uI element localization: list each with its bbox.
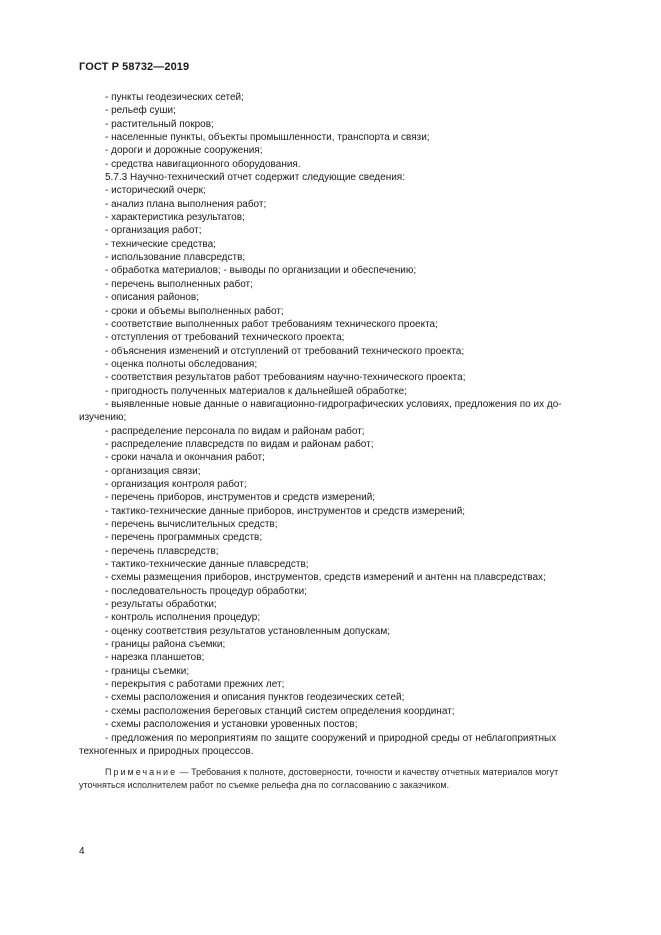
list-item: - результаты обработки;	[105, 599, 217, 611]
list-item: - границы съемки;	[105, 665, 190, 677]
list-item: - схемы расположения и установки уровенных постов;	[105, 719, 358, 731]
list-item: - последовательность процедур обработки;	[105, 585, 307, 597]
list-item: - населенные пункты, объекты промышленности, транспорта и связи;	[105, 132, 430, 144]
note-text-rest: уточняться исполнителем работ по съемке рельефа дна по согласованию с заказчиком.	[79, 779, 450, 790]
list-item: - границы района съемки;	[105, 639, 226, 651]
list-item: - описания районов;	[105, 292, 199, 304]
note-block	[79, 766, 584, 791]
list-item: - средства навигационного оборудования.	[105, 158, 301, 170]
wrapped-item-first: - предложения по мероприятиям по защите сооружений и природной среды от неблагоприятных	[105, 732, 557, 744]
list-a	[79, 91, 584, 171]
note-label: Примечание	[105, 767, 178, 777]
list-item: - рельеф суши;	[105, 105, 176, 117]
list-item: - обработка материалов; - выводы по организации и обеспечению;	[105, 265, 417, 277]
list-item: - тактико-технические данные приборов, инструментов и средств измерений;	[105, 505, 466, 517]
list-item: - растительный покров;	[105, 118, 214, 130]
list-item: - контроль исполнения процедур;	[105, 612, 261, 624]
list-item: - характеристика результатов;	[105, 212, 245, 224]
list-item: - оценка полноты обследования;	[105, 358, 258, 370]
page-number: 4	[79, 846, 85, 857]
list-item: - тактико-технические данные плавсредств;	[105, 559, 309, 571]
list-item: - перечень выполненных работ;	[105, 278, 253, 290]
list-item: - сроки начала и окончания работ;	[105, 452, 265, 464]
list-item: - нарезка планшетов;	[105, 652, 205, 664]
list-item: - распределение плавсредств по видам и районам работ;	[105, 438, 374, 450]
list-item: - дороги и дорожные сооружения;	[105, 145, 263, 157]
list-item: - распределение персонала по видам и районам работ;	[105, 425, 365, 437]
wrapped-item-rest: изучению;	[79, 412, 127, 424]
list-item: - объяснения изменений и отступлений от требований технического проекта;	[105, 345, 465, 357]
list-item: - перечень плавсредств;	[105, 545, 219, 557]
list-item: - пригодность полученных материалов к дальнейшей обработке;	[105, 385, 407, 397]
document-header: ГОСТ Р 58732—2019	[79, 61, 190, 73]
list-item: - перечень программных средств;	[105, 532, 263, 544]
wrapped-item-proposals	[79, 732, 584, 759]
note-text-first: — Требования к полноте, достоверности, точности и качеству отчетных материалов могут	[177, 767, 559, 777]
list-item: - организация связи;	[105, 465, 201, 477]
list-item: - организация работ;	[105, 225, 202, 237]
list-b	[79, 184, 584, 398]
list-item: - использование плавсредств;	[105, 252, 246, 264]
list-item: - перечень вычислительных средств;	[105, 519, 278, 530]
section-5-7-3: 5.7.3 Научно-технический отчет содержит следующие сведения:	[105, 172, 405, 184]
list-item: - схемы размещения приборов, инструментов, средств измерений и антенн на плавсредствах;	[105, 572, 546, 584]
wrapped-item-rest: техногенных и природных процессов.	[79, 745, 254, 757]
list-item: - перекрытия с работами прежних лет;	[105, 679, 285, 691]
document-body	[79, 91, 584, 758]
list-item: - технические средства;	[105, 238, 216, 250]
list-item: - организация контроля работ;	[105, 478, 247, 490]
list-item: - исторический очерк;	[105, 185, 206, 197]
list-item: - сроки и объемы выполненных работ;	[105, 305, 284, 317]
list-item: - соответствия результатов работ требованиям научно-технического проекта;	[105, 372, 466, 384]
list-item: - схемы расположения береговых станций систем определения координат;	[105, 705, 455, 717]
list-item: - схемы расположения и описания пунктов геодезических сетей;	[105, 692, 405, 704]
list-item: - анализ плана выполнения работ;	[105, 198, 267, 210]
list-item: - отступления от требований технического проекта;	[105, 332, 345, 344]
list-item: - перечень приборов, инструментов и средств измерений;	[105, 492, 376, 504]
list-item: - оценку соответствия результатов установленным допускам;	[105, 625, 391, 637]
list-item: - соответствие выполненных работ требованиям технического проекта;	[105, 318, 438, 330]
list-item: - пункты геодезических сетей;	[105, 92, 244, 103]
wrapped-item-first: - выявленные новые данные о навигационно-гидрографических условиях, предложения по их до-	[105, 398, 562, 410]
wrapped-item-new-data	[79, 398, 584, 425]
list-c	[79, 425, 584, 732]
